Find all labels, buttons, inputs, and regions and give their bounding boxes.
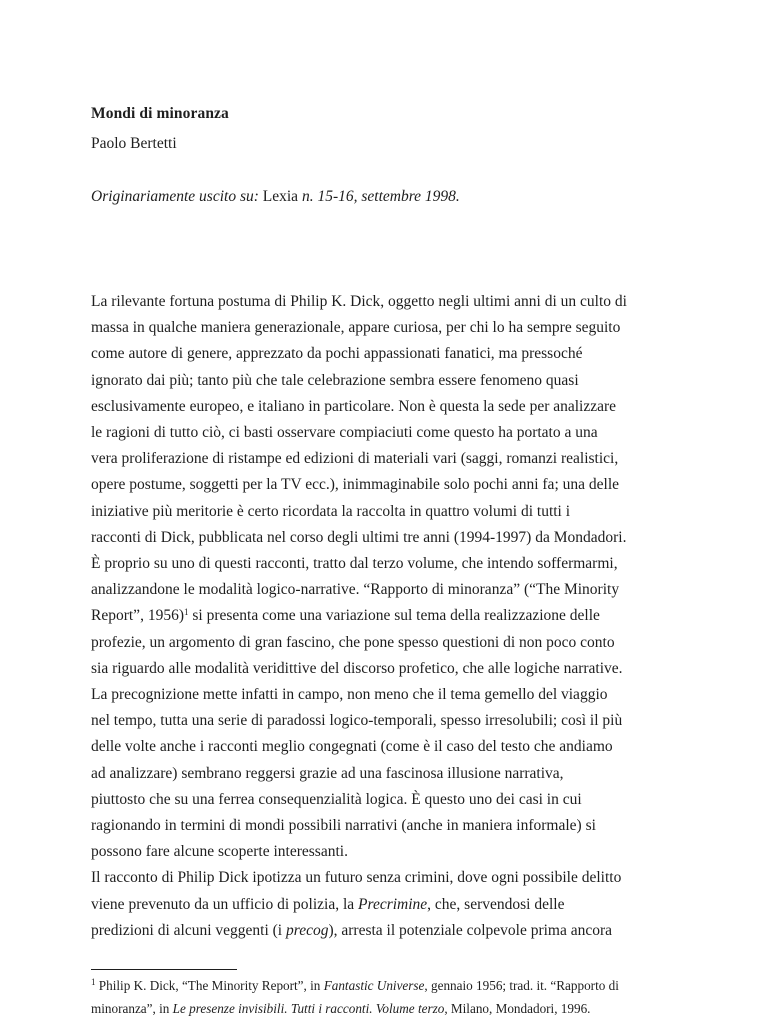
text-line: È proprio su uno di questi racconti, tratto dal terzo volume, che intendo soffermarmi, [91, 555, 618, 573]
text-line: si presenta come una variazione sul tema della realizzazione delle [188, 607, 600, 625]
text-line: ignorato dai più; tanto più che tale celebrazione sembra essere fenomeno quasi [91, 371, 579, 389]
text-line: nel tempo, tutta una serie di paradossi logico-temporali, spesso irresolubili; così il più [91, 712, 623, 730]
article-author: Paolo Bertetti [91, 135, 177, 152]
text-line: profezie, un argomento di gran fascino, che pone spesso questioni di non poco conto [91, 633, 615, 651]
footnote-text: minoranza”, in [91, 1001, 173, 1016]
text-line: esclusivamente europeo, e italiano in particolare. Non è questa la sede per analizzare [91, 397, 617, 415]
text-line: le ragioni di tutto ciò, ci basti osservare compiaciuti come questo ha portato a una [91, 424, 598, 442]
text-line: sia riguardo alle modalità veridittive del discorso profetico, che alle logiche narrative. [91, 659, 623, 677]
term-precrimine: Precrimine [358, 895, 428, 913]
footnote-book: Le presenze invisibili. Tutti i racconti. Volume terzo [172, 1001, 445, 1016]
article-body [91, 289, 685, 944]
text-line: ad analizzare) sembrano reggersi grazie ad una fascinosa illusione narrativa, [91, 764, 564, 782]
text-line: delle volte anche i racconti meglio congegnati (come è il caso del testo che andiamo [91, 738, 613, 756]
footnote-divider [91, 969, 237, 970]
text-line: Il racconto di Philip Dick ipotizza un futuro senza crimini, dove ogni possibile delitto [91, 869, 622, 887]
text-line: vera proliferazione di ristampe ed edizioni di materiali vari (saggi, romanzi realistici, [91, 450, 619, 468]
footnote-marker: 1 [91, 977, 96, 987]
source-note [91, 188, 460, 206]
paragraph-1 [91, 289, 685, 865]
text-line: massa in qualche maniera generazionale, appare curiosa, per chi lo ha sempre seguito [91, 319, 621, 337]
source-journal: Lexia [262, 188, 299, 205]
text-line: , che, servendosi delle [427, 895, 565, 913]
text-line: viene prevenuto da un ufficio di polizia, la [91, 895, 359, 913]
text-line: analizzandone le modalità logico-narrative. “Rapporto di minoranza” (“The Minority [91, 581, 620, 599]
text-line: possono fare alcune scoperte interessanti. [91, 843, 348, 861]
text-line: piuttosto che su una ferrea consequenzialità logica. È questo uno dei casi in cui [91, 790, 582, 808]
term-precog: precog [285, 921, 329, 939]
text-line: La precognizione mette infatti in campo, non meno che il tema gemello del viaggio [91, 686, 608, 704]
source-prefix: Originariamente uscito su: [91, 188, 259, 205]
text-line: ragionando in termini di mondi possibili narrativi (anche in maniera informale) si [91, 817, 596, 835]
text-line: ), arresta il potenziale colpevole prima ancora [328, 921, 613, 939]
text-line: La rilevante fortuna postuma di Philip K. Dick, oggetto negli ultimi anni di un culto di [91, 293, 627, 310]
text-line: come autore di genere, apprezzato da pochi appassionati fanatici, ma pressoché [91, 345, 583, 363]
text-line: iniziative più meritorie è certo ricordata la raccolta in quattro volumi di tutti i [91, 502, 571, 520]
text-line: opere postume, soggetti per la TV ecc.), inimmaginabile solo pochi anni fa; una delle [91, 476, 619, 494]
paragraph-2 [91, 865, 685, 944]
footnote-text: , gennaio 1956; trad. it. “Rapporto di [424, 978, 619, 993]
footnote-magazine: Fantastic Universe [323, 978, 425, 993]
footnote-text: , Milano, Mondadori, 1996. [444, 1001, 591, 1016]
text-line: racconti di Dick, pubblicata nel corso degli ultimi tre anni (1994-1997) da Mondadori. [91, 528, 627, 546]
footnote-reference[interactable]: 1 [183, 607, 189, 618]
text-line: Report”, 1956) [91, 607, 184, 625]
article-title: Mondi di minoranza [91, 105, 229, 122]
footnote-text: Philip K. Dick, “The Minority Report”, in [95, 978, 324, 993]
text-line: predizioni di alcuni veggenti (i [91, 921, 286, 939]
footnote [91, 974, 691, 1020]
source-details: n. 15-16, settembre 1998. [301, 188, 460, 205]
